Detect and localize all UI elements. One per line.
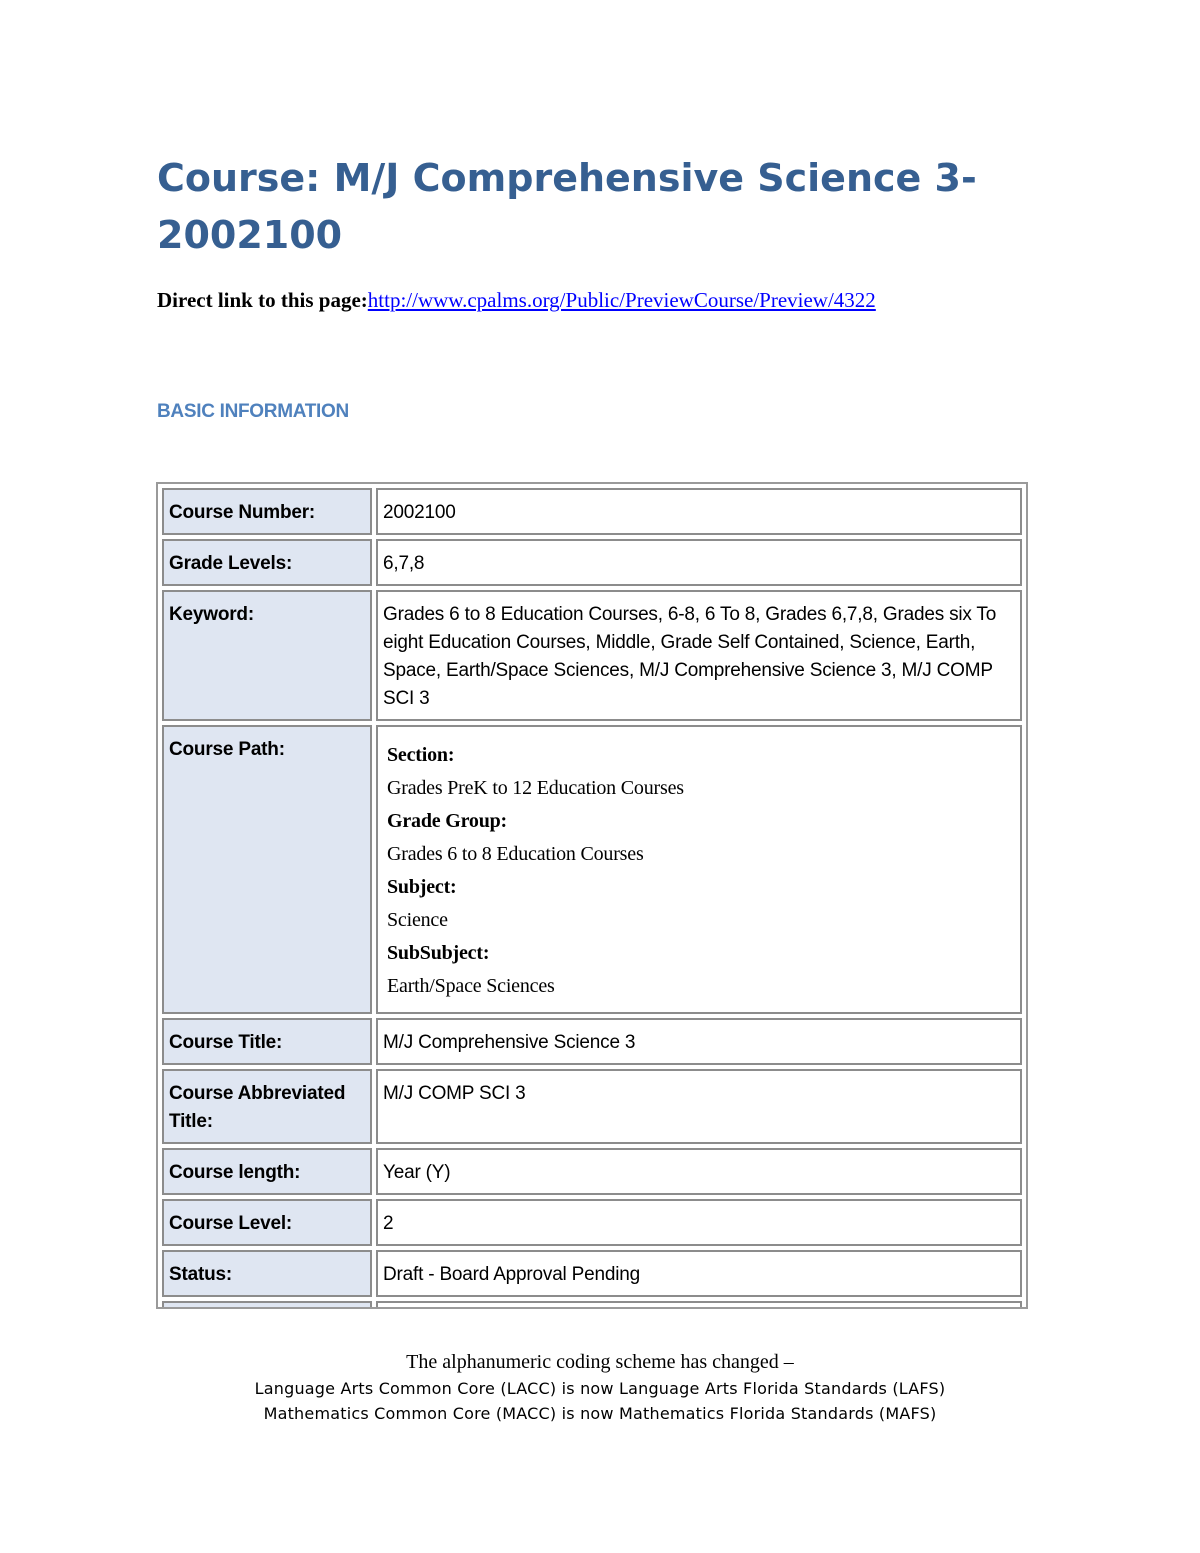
abbreviated-title-value: M/J COMP SCI 3 xyxy=(376,1069,1022,1144)
keyword-label: Keyword: xyxy=(162,590,372,721)
course-title-label: Course Title: xyxy=(162,1018,372,1065)
path-subject-value: Science xyxy=(387,909,448,931)
footer-line-2: Language Arts Common Core (LACC) is now Language Arts Florida Standards (LAFS) xyxy=(254,1379,946,1398)
path-subject-label: Subject: xyxy=(387,876,457,898)
footer-notice xyxy=(0,1348,1200,1426)
course-number-value: 2002100 xyxy=(376,488,1022,535)
course-path-label: Course Path: xyxy=(162,725,372,1014)
keyword-value: Grades 6 to 8 Education Courses, 6-8, 6 To 8, Grades 6,7,8, Grades six To eight Education Courses, Middle, Grade Self Contained, Science, Earth, Space, Earth/Space Sciences, M/J Comprehensive Science 3, M/J COMP SCI 3 xyxy=(376,590,1022,721)
course-level-label: Course Level: xyxy=(162,1199,372,1246)
general-notes-label xyxy=(162,1301,372,1309)
path-section-label: Section: xyxy=(387,744,455,766)
path-subsubject-value: Earth/Space Sciences xyxy=(387,975,555,997)
section-heading-basic-information: BASIC INFORMATION xyxy=(157,401,349,422)
table-row xyxy=(162,590,1022,721)
status-label: Status: xyxy=(162,1250,372,1297)
table-row xyxy=(162,1148,1022,1195)
course-number-label: Course Number: xyxy=(162,488,372,535)
table-row xyxy=(162,539,1022,586)
path-grade-group-value: Grades 6 to 8 Education Courses xyxy=(387,843,644,865)
course-path-value xyxy=(376,725,1022,1014)
grade-levels-label: Grade Levels: xyxy=(162,539,372,586)
table-row xyxy=(162,1069,1022,1144)
direct-link-label: Direct link to this page: xyxy=(157,288,368,312)
path-grade-group-label: Grade Group: xyxy=(387,810,508,832)
footer-line-1: The alphanumeric coding scheme has changed – xyxy=(406,1351,794,1373)
general-notes-value xyxy=(376,1301,1022,1309)
path-section-value: Grades PreK to 12 Education Courses xyxy=(387,777,684,799)
table-row xyxy=(162,1250,1022,1297)
course-length-value: Year (Y) xyxy=(376,1148,1022,1195)
status-value: Draft - Board Approval Pending xyxy=(376,1250,1022,1297)
table-row xyxy=(162,725,1022,1014)
table-row xyxy=(162,1301,1022,1309)
path-subsubject-label: SubSubject: xyxy=(387,942,490,964)
table-row xyxy=(162,1018,1022,1065)
table-row xyxy=(162,1199,1022,1246)
grade-levels-value: 6,7,8 xyxy=(376,539,1022,586)
table-row xyxy=(162,488,1022,535)
basic-information-table xyxy=(156,482,1028,1309)
direct-link-line xyxy=(157,288,876,313)
course-level-value: 2 xyxy=(376,1199,1022,1246)
course-title-value: M/J Comprehensive Science 3 xyxy=(376,1018,1022,1065)
abbreviated-title-label: Course Abbreviated Title: xyxy=(162,1069,372,1144)
page-title: Course: M/J Comprehensive Science 3-2002100 xyxy=(157,156,977,257)
course-length-label: Course length: xyxy=(162,1148,372,1195)
direct-link-url[interactable]: http://www.cpalms.org/Public/PreviewCourse/Preview/4322 xyxy=(367,288,876,312)
footer-line-3: Mathematics Common Core (MACC) is now Mathematics Florida Standards (MAFS) xyxy=(263,1404,937,1423)
